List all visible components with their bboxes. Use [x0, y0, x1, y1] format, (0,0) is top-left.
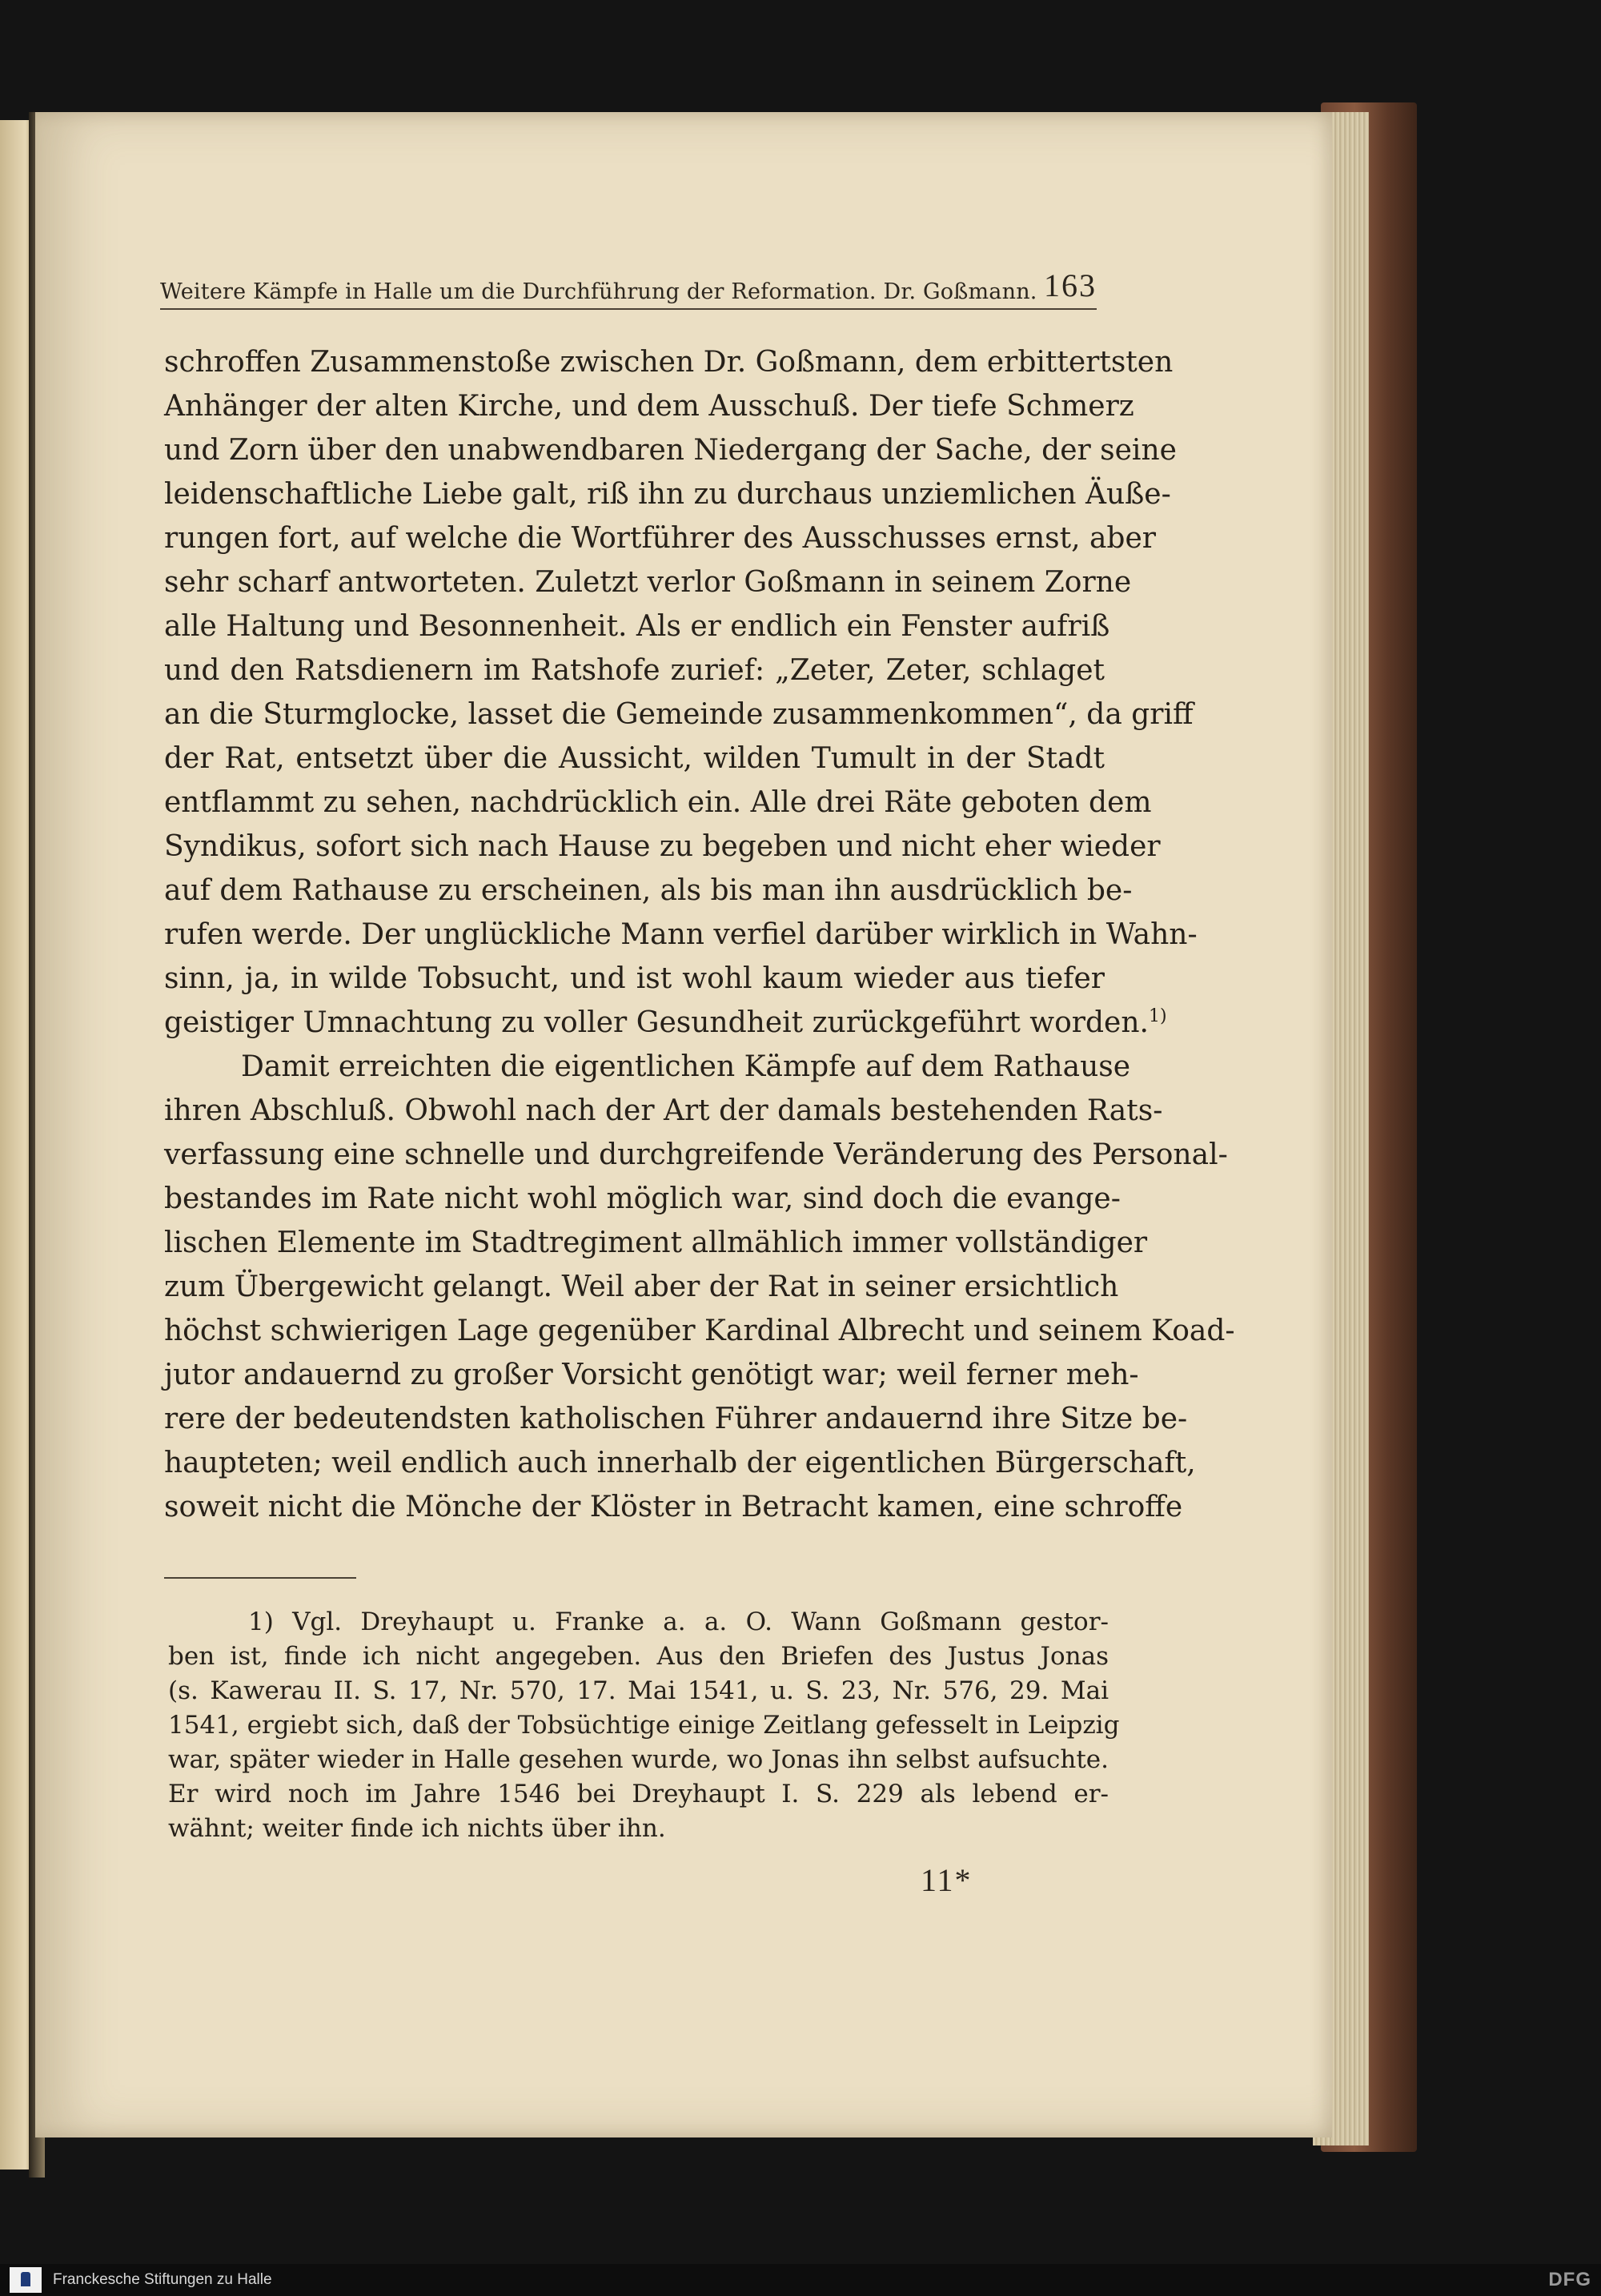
signature-mark: 11*: [921, 1862, 973, 1898]
text-line: rere der bedeutendsten katholischen Führer andauernd ihre Sitze be-: [164, 1403, 1188, 1435]
institution-logo-icon: [10, 2267, 42, 2293]
text-line: entflammt zu sehen, nachdrücklich ein. Alle drei Räte geboten dem: [164, 786, 1152, 819]
text-line: Syndikus, sofort sich nach Hause zu begeben und nicht eher wieder: [164, 830, 1161, 863]
institution-name: Franckesche Stiftungen zu Halle: [53, 2271, 272, 2288]
running-head-title: Weitere Kämpfe in Halle um die Durchführung der Reformation. Dr. Goßmann.: [160, 279, 1037, 304]
footnote-line: war, später wieder in Halle gesehen wurde, wo Jonas ihn selbst aufsuchte.: [168, 1745, 1109, 1774]
text-line: geistiger Umnachtung zu voller Gesundheit zurückgeführt worden.: [164, 1006, 1149, 1039]
text-line: leidenschaftliche Liebe galt, riß ihn zu durchaus unziemlichen Äuße-: [164, 478, 1171, 511]
text-line: lischen Elemente im Stadtregiment allmählich immer vollständiger: [164, 1226, 1148, 1259]
previous-page-edge: [0, 120, 32, 2170]
footnote-line: wähnt; weiter finde ich nichts über ihn.: [168, 1814, 666, 1843]
running-head: [160, 264, 1097, 304]
footnote-rule: [164, 1577, 356, 1579]
footnote-line: 1541, ergiebt sich, daß der Tobsüchtige einige Zeitlang gefesselt in Leipzig: [168, 1711, 1120, 1740]
text-line: haupteten; weil endlich auch innerhalb der eigentlichen Bürgerschaft,: [164, 1447, 1196, 1479]
text-line: schroffen Zusammenstoße zwischen Dr. Goßmann, dem erbittertsten: [164, 346, 1174, 379]
text-line: sehr scharf antworteten. Zuletzt verlor Goßmann in seinem Zorne: [164, 566, 1132, 599]
footnote-line: ben ist, finde ich nicht angegeben. Aus den Briefen des Justus Jonas: [168, 1642, 1109, 1671]
footnote-line: 1) Vgl. Dreyhaupt u. Franke a. a. O. Wann Goßmann gestor-: [248, 1608, 1109, 1636]
text-line: jutor andauernd zu großer Vorsicht genötigt war; weil ferner meh-: [164, 1359, 1139, 1391]
footnotes: [168, 1605, 1120, 1846]
text-line: rungen fort, auf welche die Wortführer des Ausschusses ernst, aber: [164, 522, 1156, 555]
text-line: zum Übergewicht gelangt. Weil aber der Rat in seiner ersichtlich: [164, 1270, 1119, 1303]
text-line: rufen werde. Der unglückliche Mann verfiel darüber wirklich in Wahn-: [164, 918, 1198, 951]
page-number: 163: [1044, 267, 1097, 303]
footnote-line: Er wird noch im Jahre 1546 bei Dreyhaupt I. S. 229 als lebend er-: [168, 1780, 1109, 1808]
text-line: bestandes im Rate nicht wohl möglich war, sind doch die evange-: [164, 1182, 1121, 1215]
text-line: Damit erreichten die eigentlichen Kämpfe auf dem Rathause: [241, 1050, 1131, 1083]
footnote-line: (s. Kawerau II. S. 17, Nr. 570, 17. Mai 1541, u. S. 23, Nr. 576, 29. Mai: [168, 1676, 1109, 1705]
footer-institution: [10, 2267, 272, 2293]
text-line: soweit nicht die Mönche der Klöster in Betracht kamen, eine schroffe: [164, 1491, 1183, 1523]
text-line: alle Haltung und Besonnenheit. Als er endlich ein Fenster aufriß: [164, 610, 1110, 643]
text-line: auf dem Rathause zu erscheinen, als bis man ihn ausdrücklich be-: [164, 874, 1133, 907]
text-line: und Zorn über den unabwendbaren Niedergang der Sache, der seine: [164, 434, 1177, 467]
dfg-logo: DFG: [1548, 2269, 1591, 2290]
body-text: [164, 340, 1235, 1529]
footnote-reference: 1): [1148, 1006, 1167, 1026]
text-line: sinn, ja, in wilde Tobsucht, und ist wohl kaum wieder aus tiefer: [164, 962, 1105, 995]
text-line: Anhänger der alten Kirche, und dem Ausschuß. Der tiefe Schmerz: [164, 390, 1134, 423]
viewer-footer-bar: [0, 2264, 1601, 2296]
text-line: höchst schwierigen Lage gegenüber Kardinal Albrecht und seinem Koad-: [164, 1315, 1235, 1347]
text-line: an die Sturmglocke, lasset die Gemeinde zusammenkommen“, da griff: [164, 698, 1194, 731]
text-line: und den Ratsdienern im Ratshofe zurief: „Zeter, Zeter, schlaget: [164, 654, 1105, 687]
text-line: verfassung eine schnelle und durchgreifende Veränderung des Personal-: [164, 1138, 1228, 1171]
text-line: ihren Abschluß. Obwohl nach der Art der damals bestehenden Rats-: [164, 1094, 1163, 1127]
paragraph-end-line: [164, 1001, 1167, 1045]
text-line: der Rat, entsetzt über die Aussicht, wilden Tumult in der Stadt: [164, 742, 1105, 775]
header-rule: [160, 308, 1097, 310]
